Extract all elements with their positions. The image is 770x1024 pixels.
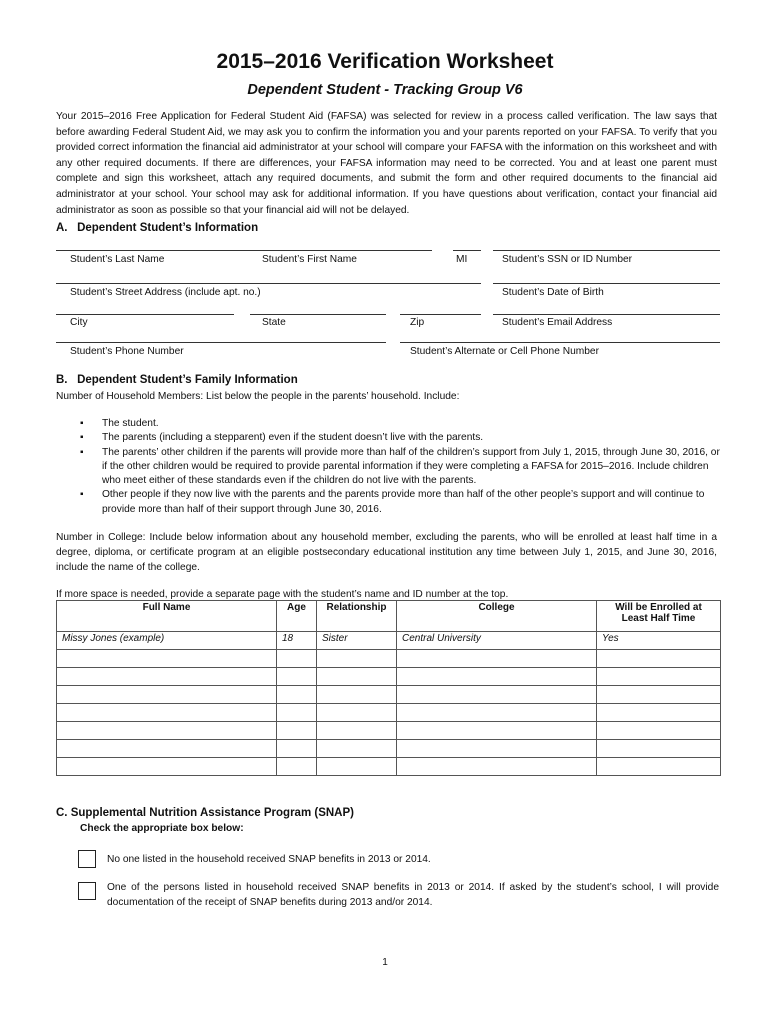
household-intro: Number of Household Members: List below the people in the parents’ household. Include: — [56, 391, 460, 402]
section-c-heading: C. Supplemental Nutrition Assistance Program (SNAP) — [56, 807, 354, 819]
table-cell[interactable] — [277, 704, 317, 722]
table-cell[interactable] — [277, 758, 317, 776]
table-cell[interactable] — [317, 722, 397, 740]
table-header-row — [57, 601, 721, 632]
bullet-parents: ▪ The parents (including a stepparent) even if the student doesn’t live with the parents. — [80, 431, 720, 445]
example-age: 18 — [277, 632, 317, 650]
table-row[interactable] — [57, 758, 721, 776]
table-row[interactable] — [57, 740, 721, 758]
col-college: College — [397, 601, 597, 632]
table-cell[interactable] — [597, 722, 721, 740]
snap-none-checkbox[interactable] — [78, 850, 96, 868]
table-cell[interactable] — [277, 650, 317, 668]
col-age: Age — [277, 601, 317, 632]
page-number: 1 — [382, 957, 388, 968]
page-subtitle: Dependent Student - Tracking Group V6 — [247, 82, 523, 98]
zip-label: Zip — [410, 317, 425, 328]
check-instruction: Check the appropriate box below: — [80, 823, 244, 834]
table-row[interactable] — [57, 722, 721, 740]
table-row[interactable] — [57, 668, 721, 686]
snap-received-checkbox[interactable] — [78, 882, 96, 900]
table-cell[interactable] — [597, 740, 721, 758]
table-cell[interactable] — [397, 740, 597, 758]
last-name-label: Student’s Last Name — [70, 254, 165, 265]
dob-line[interactable] — [493, 283, 720, 284]
street-label: Student’s Street Address (include apt. no.) — [70, 287, 261, 298]
table-row[interactable] — [57, 650, 721, 668]
alt-phone-label: Student’s Alternate or Cell Phone Number — [410, 346, 599, 357]
table-cell[interactable] — [57, 722, 277, 740]
example-name: Missy Jones (example) — [57, 632, 277, 650]
phone-line[interactable] — [56, 342, 386, 343]
table-cell[interactable] — [57, 686, 277, 704]
table-cell[interactable] — [57, 758, 277, 776]
table-cell[interactable] — [317, 740, 397, 758]
table-cell[interactable] — [317, 650, 397, 668]
household-table — [56, 600, 721, 776]
table-row[interactable] — [57, 686, 721, 704]
col-full-name: Full Name — [57, 601, 277, 632]
col-relationship: Relationship — [317, 601, 397, 632]
ssn-label: Student’s SSN or ID Number — [502, 254, 633, 265]
snap-none-label: No one listed in the household received SNAP benefits in 2013 or 2014. — [107, 854, 431, 865]
city-label: City — [70, 317, 88, 328]
table-cell[interactable] — [597, 650, 721, 668]
table-cell[interactable] — [397, 704, 597, 722]
table-cell[interactable] — [57, 740, 277, 758]
table-cell[interactable] — [317, 686, 397, 704]
alt-phone-line[interactable] — [400, 342, 720, 343]
table-cell[interactable] — [597, 704, 721, 722]
state-label: State — [262, 317, 286, 328]
college-paragraph: Number in College: Include below information about any household member, excluding the parents, who will be enrolled at least half time in a degree, diploma, or certificate program at an eligible postsecondary educational institution any time between July 1, 2015, and June 30, 2016, include the name of the college. — [56, 532, 717, 574]
phone-label: Student’s Phone Number — [70, 346, 184, 357]
section-a-heading: A. Dependent Student’s Information — [56, 222, 259, 234]
table-cell[interactable] — [57, 650, 277, 668]
state-line[interactable] — [250, 314, 386, 315]
space-note: If more space is needed, provide a separate page with the student’s name and ID number at the top. — [56, 589, 509, 600]
example-college: Central University — [397, 632, 597, 650]
name-line[interactable] — [56, 250, 432, 251]
table-cell[interactable] — [317, 668, 397, 686]
bullet-other-children: ▪ The parents’ other children if the parents will provide more than half of the children’s support from July 1, 2015, through June 30, 2016, or if the other children would be required to provide parental information if they were completing a FAFSA for 2015–2016. Include children who meet either of these standards even if the children do not live with the parents. — [80, 446, 720, 489]
zip-line[interactable] — [400, 314, 481, 315]
table-cell[interactable] — [277, 668, 317, 686]
page-title: 2015–2016 Verification Worksheet — [216, 50, 554, 73]
email-line[interactable] — [493, 314, 720, 315]
table-cell[interactable] — [277, 686, 317, 704]
table-cell[interactable] — [57, 668, 277, 686]
intro-paragraph: Your 2015–2016 Free Application for Federal Student Aid (FAFSA) was selected for review in a process called verification. The law says that before awarding Federal Student Aid, we may ask you to confirm the information you and your parents reported on your FAFSA. To verify that you provided correct information the financial aid administrator at your school will compare your FAFSA with the information on this worksheet and with any other required documents. If there are differences, your FAFSA information may need to be corrected. You and at least one parent must complete and sign this worksheet, attach any required documents, and submit the form and other required documents to the financial aid administrator at your school. Your school may ask for additional information. If you have questions about verification, contact your financial aid administrator as soon as possible so that your financial aid will not be delayed. — [56, 111, 717, 216]
bullet-student: ▪ The student. — [80, 417, 720, 431]
example-enrolled: Yes — [597, 632, 721, 650]
table-cell[interactable] — [397, 668, 597, 686]
ssn-line[interactable] — [493, 250, 720, 251]
table-cell[interactable] — [57, 704, 277, 722]
mi-line[interactable] — [453, 250, 481, 251]
table-cell[interactable] — [397, 686, 597, 704]
section-b-heading: B. Dependent Student’s Family Information — [56, 374, 298, 386]
household-bullet-list — [80, 417, 720, 517]
table-cell[interactable] — [597, 758, 721, 776]
table-row[interactable] — [57, 704, 721, 722]
city-line[interactable] — [56, 314, 234, 315]
table-cell[interactable] — [317, 758, 397, 776]
table-cell[interactable] — [597, 686, 721, 704]
col-enrolled: Will be Enrolled at Least Half Time — [597, 601, 721, 632]
street-line[interactable] — [56, 283, 481, 284]
table-cell[interactable] — [397, 758, 597, 776]
example-relationship: Sister — [317, 632, 397, 650]
snap-received-label: One of the persons listed in household received SNAP benefits in 2013 or 2014. If asked by the student’s school, I will provide documentation of the receipt of SNAP benefits during 2013 and/or 2014. — [107, 882, 719, 909]
table-cell[interactable] — [277, 740, 317, 758]
bullet-other-people: ▪ Other people if they now live with the parents and the parents provide more than half of the other people’s support and will continue to provide more than half of their support through June 30, 2016. — [80, 488, 720, 517]
table-cell[interactable] — [277, 722, 317, 740]
first-name-label: Student’s First Name — [262, 254, 357, 265]
table-cell[interactable] — [397, 722, 597, 740]
mi-label: MI — [456, 254, 468, 265]
table-cell[interactable] — [397, 650, 597, 668]
dob-label: Student’s Date of Birth — [502, 287, 604, 298]
email-label: Student’s Email Address — [502, 317, 613, 328]
table-cell[interactable] — [597, 668, 721, 686]
table-row-example — [57, 632, 721, 650]
table-cell[interactable] — [317, 704, 397, 722]
